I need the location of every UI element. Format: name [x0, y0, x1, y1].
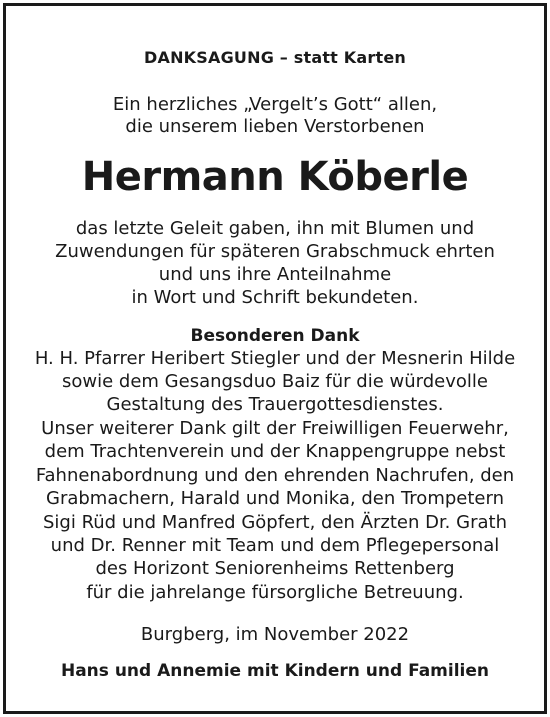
obituary-notice — [3, 3, 547, 714]
notice-header: DANKSAGUNG – statt Karten — [144, 48, 406, 67]
thanks-line-3: und uns ihre Anteilnahme — [158, 264, 392, 285]
place-date: Burgberg, im November 2022 — [140, 624, 410, 645]
special-thanks-heading: Besonderen Dank — [190, 326, 360, 346]
special-line-4: Unser weiterer Dank gilt der Freiwilligen Feuerwehr, — [41, 418, 509, 439]
special-line-10: des Horizont Seniorenheims Rettenberg — [95, 558, 455, 579]
special-line-3: Gestaltung des Trauergottesdienstes. — [106, 394, 444, 415]
deceased-name: Hermann Köberle — [81, 154, 469, 200]
intro-line-1: Ein herzliches „Vergelt’s Gott“ allen, — [112, 94, 438, 115]
intro-line-2: die unserem lieben Verstorbenen — [125, 116, 425, 137]
thanks-line-1: das letzte Geleit gaben, ihn mit Blumen und — [75, 218, 475, 239]
special-line-8: Sigi Rüd und Manfred Göpfert, den Ärzten Dr. Grath — [43, 512, 507, 533]
special-line-11: für die jahrelange fürsorgliche Betreuung. — [86, 582, 464, 603]
special-line-1: H. H. Pfarrer Heribert Stiegler und der Mesnerin Hilde — [34, 348, 516, 369]
signature: Hans und Annemie mit Kindern und Familien — [60, 661, 489, 681]
special-line-2: sowie dem Gesangsduo Baiz für die würdevolle — [62, 371, 488, 392]
special-line-9: und Dr. Renner mit Team und dem Pflegepersonal — [50, 535, 500, 556]
special-line-6: Fahnenabordnung und den ehrenden Nachrufen, den — [35, 465, 515, 486]
special-line-7: Grabmachern, Harald und Monika, den Trompetern — [46, 488, 504, 509]
thanks-line-2: Zuwendungen für späteren Grabschmuck ehrten — [55, 241, 495, 262]
thanks-line-4: in Wort und Schrift bekundeten. — [131, 287, 419, 308]
special-line-5: dem Trachtenverein und der Knappengruppe nebst — [44, 441, 506, 462]
